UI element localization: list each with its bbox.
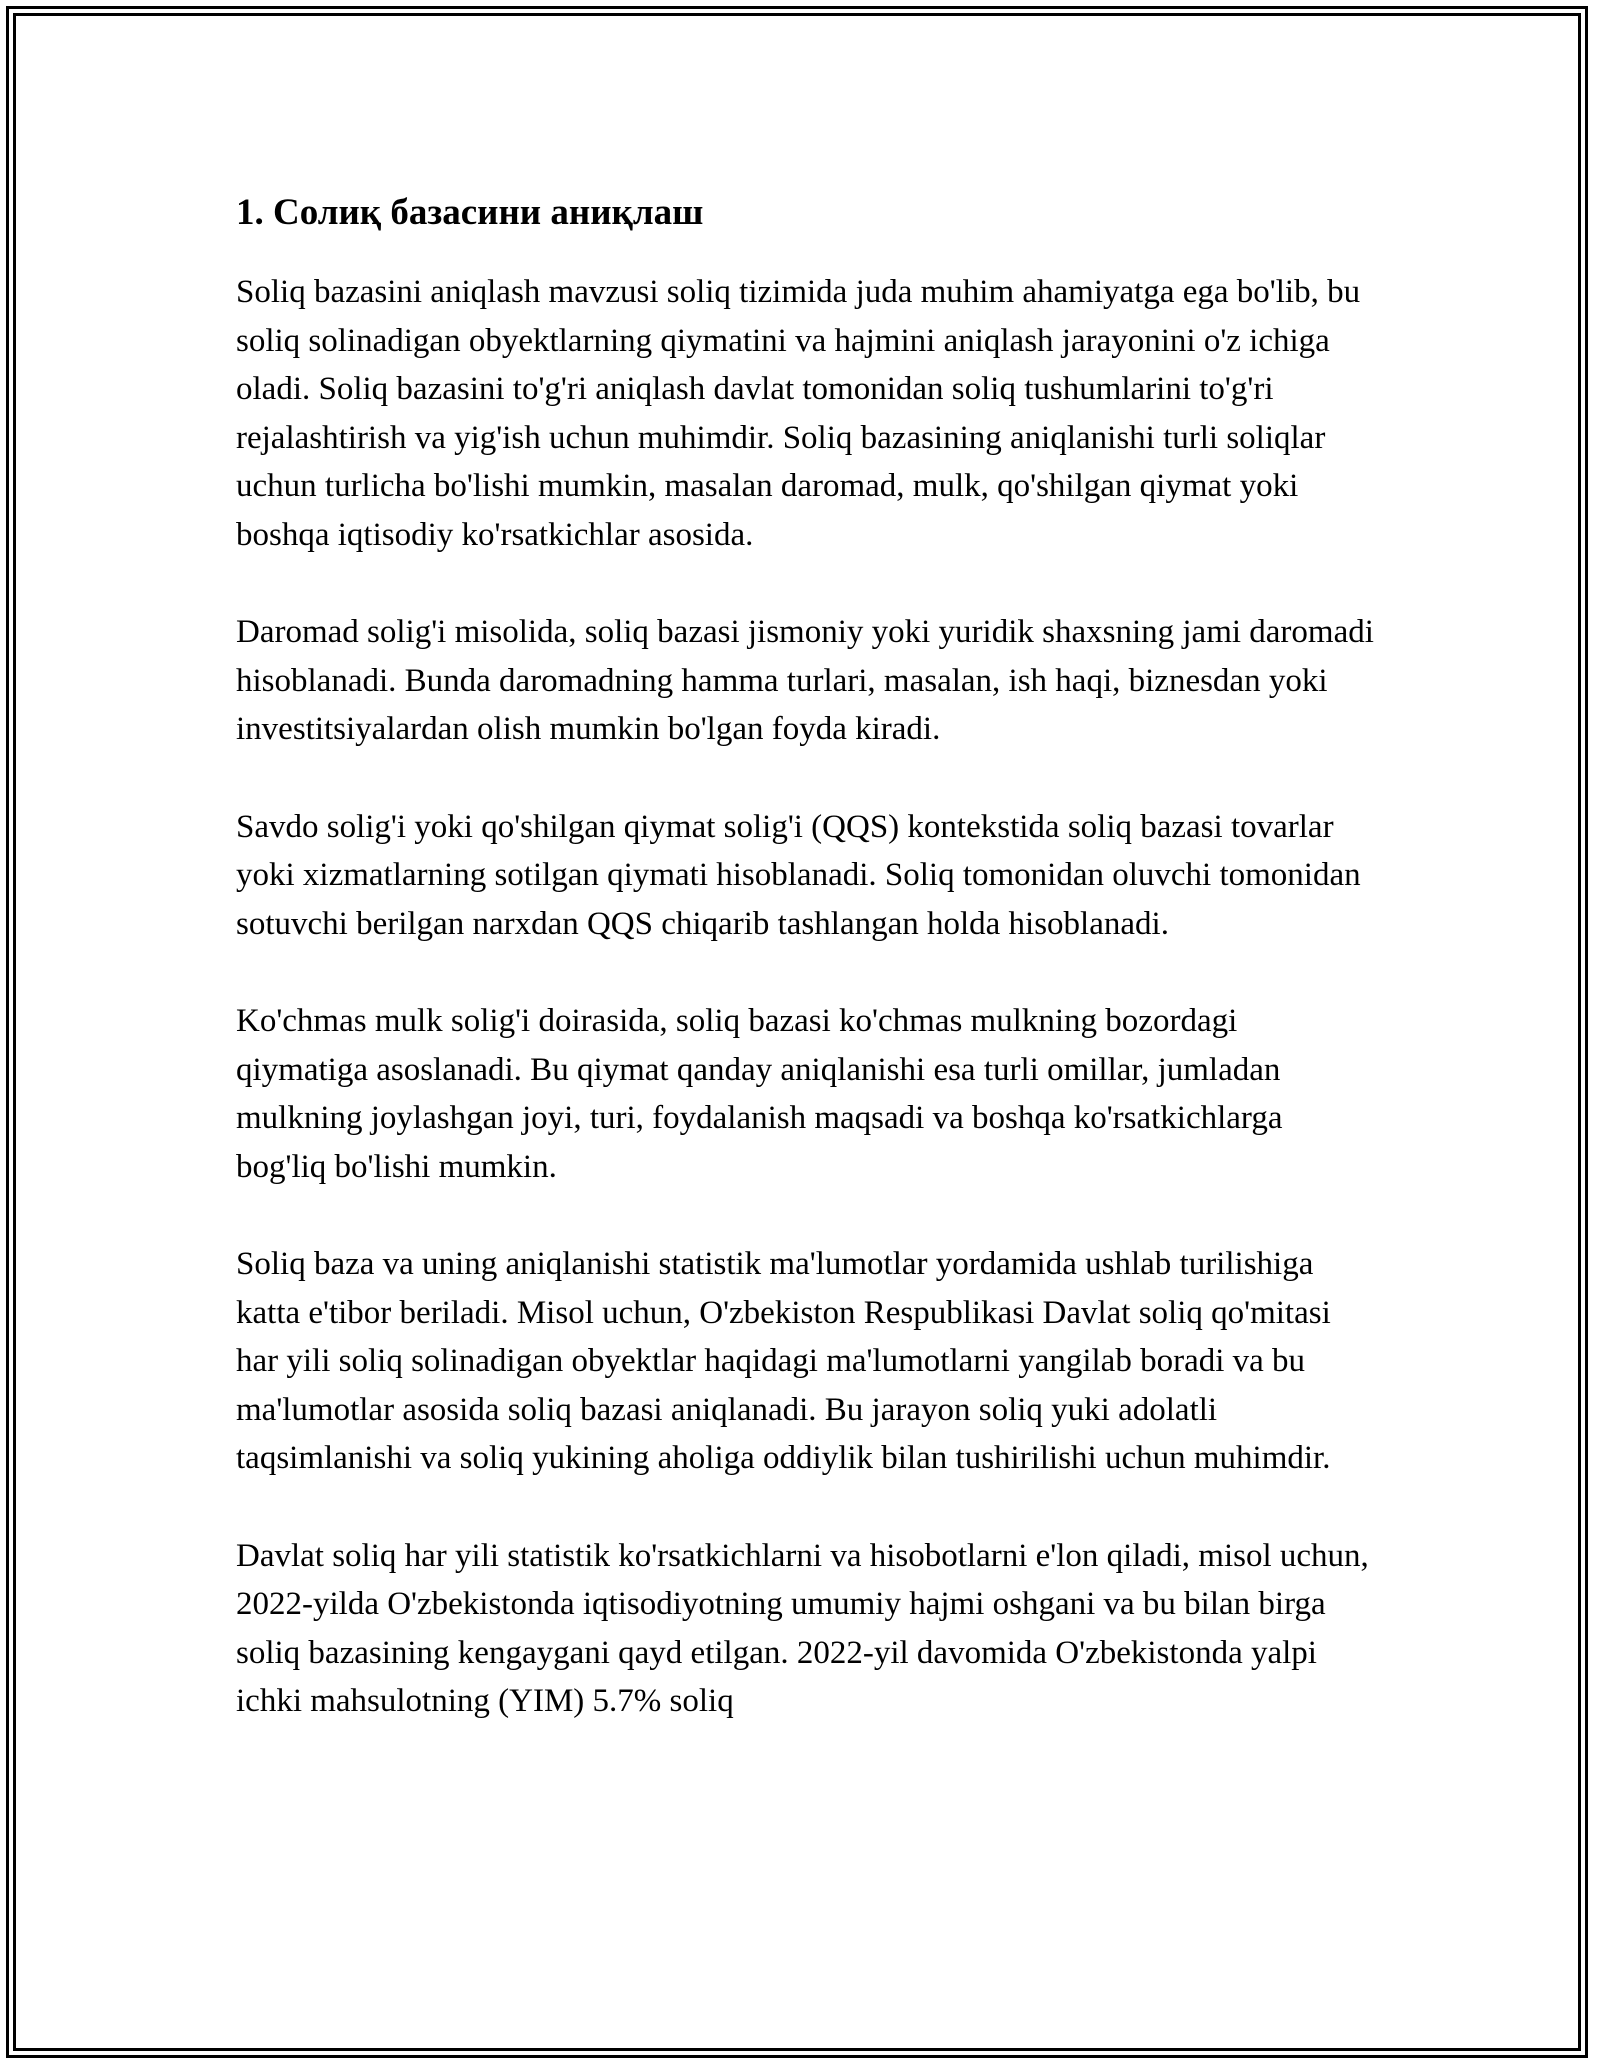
paragraph-6: Davlat soliq har yili statistik ko'rsatkichlarni va hisobotlarni e'lon qiladi, misol uchun, 2022-yilda O'zbekistonda iqtisodiyotning umumiy hajmi oshgani va bu bilan birga soliq bazasining kengaygani qayd etilgan. 2022-yil davomida O'zbekistonda yalpi ichki mahsulotning (YIM) 5.7% soliq — [236, 1537, 1369, 1719]
section-heading: 1. Солиқ базасини аниқлаш — [236, 192, 704, 233]
paragraph-1: Soliq bazasini aniqlash mavzusi soliq tizimida juda muhim ahamiyatga ega bo'lib, bu soliq solinadigan obyektlarning qiymatini va hajmini aniqlash jarayonini o'z ichiga oladi. Soliq bazasini to'g'ri aniqlash davlat tomonidan soliq tushumlarini to'g'ri rejalashtirish va yig'ish uchun muhimdir. Soliq bazasining aniqlanishi turli soliqlar uchun turlicha bo'lishi mumkin, masalan daromad, mulk, qo'shilgan qiymat yoki boshqa iqtisodiy ko'rsatkichlar asosida. — [236, 274, 1361, 553]
paragraph-2: Daromad solig'i misolida, soliq bazasi jismoniy yoki yuridik shaxsning jami daromadi hisoblanadi. Bunda daromadning hamma turlari, masalan, ish haqi, biznesdan yoki investitsiyalardan olish mumkin bo'lgan foyda kiradi. — [236, 614, 1374, 747]
paragraph-4: Ko'chmas mulk solig'i doirasida, soliq bazasi ko'chmas mulkning bozordagi qiymatiga asoslanadi. Bu qiymat qanday aniqlanishi esa turli omillar, jumladan mulkning joylashgan joyi, turi, foydalanish maqsadi va boshqa ko'rsatkichlarga bog'liq bo'lishi mumkin. — [236, 1003, 1283, 1185]
paragraph-3: Savdo solig'i yoki qo'shilgan qiymat solig'i (QQS) kontekstida soliq bazasi tovarlar yoki xizmatlarning sotilgan qiymati hisoblanadi. Soliq tomonidan oluvchi tomonidan sotuvchi berilgan narxdan QQS chiqarib tashlangan holda hisoblanadi. — [236, 808, 1361, 942]
document-body — [236, 188, 1376, 1775]
paragraph-5: Soliq baza va uning aniqlanishi statistik ma'lumotlar yordamida ushlab turilishiga katta e'tibor beriladi. Misol uchun, O'zbekiston Respublikasi Davlat soliq qo'mitasi har yili soliq solinadigan obyektlar haqidagi ma'lumotlarni yangilab boradi va bu ma'lumotlar asosida soliq bazasi aniqlanadi. Bu jarayon soliq yuki adolatli taqsimlanishi va soliq yukining aholiga oddiylik bilan tushirilishi uchun muhimdir. — [236, 1246, 1331, 1476]
